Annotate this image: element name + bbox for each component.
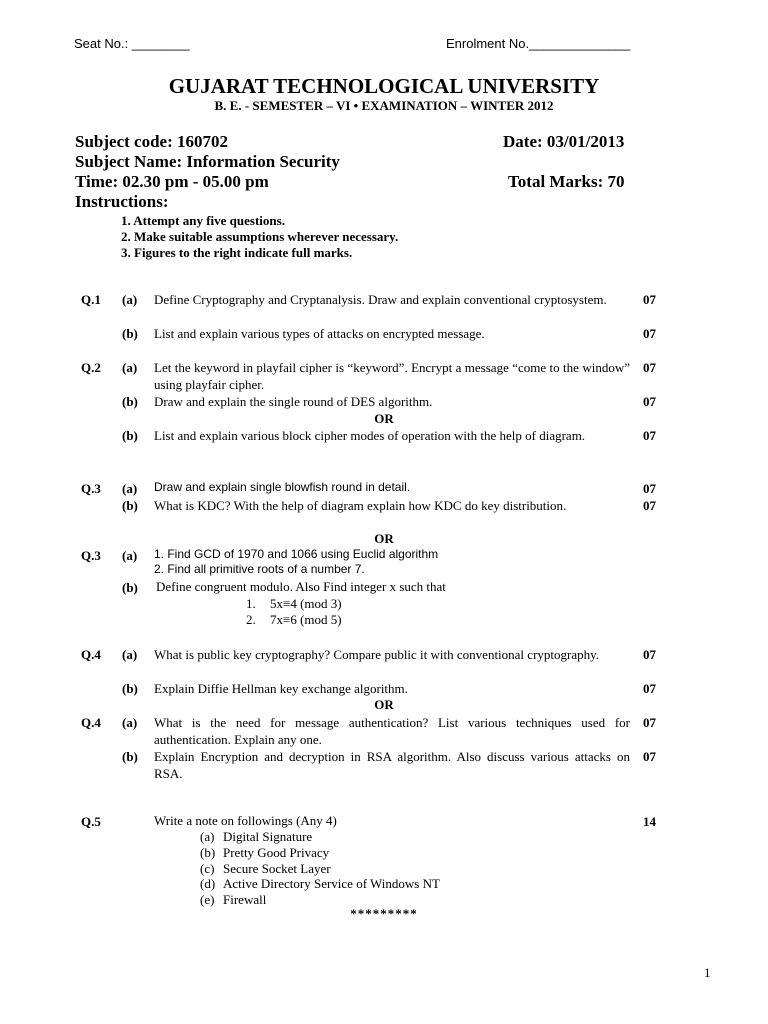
marks: 07 [643,360,656,375]
marks: 14 [643,814,656,829]
marks: 07 [643,292,656,307]
university-title: GUJARAT TECHNOLOGICAL UNIVERSITY [168,74,600,98]
part-label: (a) [122,292,138,307]
question-text: 1. Find GCD of 1970 and 1066 using Euclid algorithm [154,547,439,561]
question-text: Draw and explain single blowfish round in detail. [154,480,411,494]
part-label: (b) [122,394,138,409]
note-item-label: (b) [200,845,216,860]
sub-item-number: 2. [246,612,256,627]
instruction-1: 1. Attempt any five questions. [121,213,285,228]
note-item-label: (d) [200,876,216,891]
exam-date: Date: 03/01/2013 [503,132,625,151]
question-text: Write a note on followings (Any 4) [154,813,337,828]
note-item-text: Active Directory Service of Windows NT [223,876,440,891]
question-number: Q.5 [81,814,101,829]
part-label: (a) [122,715,138,730]
question-text: Explain Diffie Hellman key exchange algorithm. [154,681,408,696]
note-item-label: (e) [200,892,215,907]
question-number: Q.1 [81,292,101,307]
page-number: 1 [704,965,711,980]
question-text: List and explain various block cipher modes of operation with the help of diagram. [154,428,586,443]
question-text: Define congruent modulo. Also Find integer x such that [156,579,446,594]
part-label: (a) [122,481,138,496]
part-label: (b) [122,749,138,764]
question-text: Draw and explain the single round of DES algorithm. [154,394,433,409]
or-separator: OR [374,411,394,426]
total-marks: Total Marks: 70 [508,172,625,191]
marks: 07 [643,498,656,513]
part-label: (b) [122,681,138,696]
part-label: (a) [122,360,138,375]
note-item-text: Pretty Good Privacy [223,845,330,860]
question-text: What is the need for message authentication? List various techniques used for authentication. Explain any one. [154,715,630,747]
note-item-label: (a) [200,829,215,844]
question-number: Q.2 [81,360,101,375]
part-label: (a) [122,647,138,662]
question-number: Q.3 [81,481,101,496]
sub-item-text: 5x≡4 (mod 3) [270,596,342,611]
subject-name: Subject Name: Information Security [75,152,340,171]
enrolment-number: Enrolment No.______________ [446,36,631,51]
exam-title: B. E. - SEMESTER – VI • EXAMINATION – WINTER 2012 [214,98,554,113]
marks: 07 [643,394,656,409]
part-label: (b) [122,428,138,443]
marks: 07 [643,715,656,730]
marks: 07 [643,647,656,662]
question-text: 2. Find all primitive roots of a number 7. [154,562,365,576]
instructions-heading: Instructions: [75,192,169,211]
question-number: Q.4 [81,647,101,662]
note-item-text: Secure Socket Layer [223,861,331,876]
question-text: Explain Encryption and decryption in RSA algorithm. Also discuss various attacks on RSA. [154,749,630,781]
question-text: List and explain various types of attacks on encrypted message. [154,326,485,341]
part-label: (b) [122,580,138,595]
marks: 07 [643,681,656,696]
part-label: (a) [122,548,138,563]
part-label: (b) [122,498,138,513]
sub-item-number: 1. [246,596,256,611]
marks: 07 [643,428,656,443]
instruction-2: 2. Make suitable assumptions wherever necessary. [121,229,399,244]
or-separator: OR [374,697,394,712]
marks: 07 [643,481,656,496]
seat-number: Seat No.: ________ [74,36,190,51]
instruction-3: 3. Figures to the right indicate full marks. [121,245,353,260]
part-label: (b) [122,326,138,341]
question-text: What is KDC? With the help of diagram explain how KDC do key distribution. [154,498,567,513]
question-text: Define Cryptography and Cryptanalysis. Draw and explain conventional cryptosystem. [154,292,607,307]
exam-time: Time: 02.30 pm - 05.00 pm [75,172,269,191]
question-text: Let the keyword in playfail cipher is “keyword”. Encrypt a message “come to the window” using playfair cipher. [154,360,630,392]
sub-item-text: 7x≡6 (mod 5) [270,612,342,627]
note-item-text: Digital Signature [223,829,313,844]
question-text: What is public key cryptography? Compare public it with conventional cryptography. [154,647,600,662]
question-number: Q.3 [81,548,101,563]
question-number: Q.4 [81,715,101,730]
or-separator: OR [374,531,394,546]
note-item-text: Firewall [223,892,267,907]
end-of-paper-stars: ********* [350,906,418,921]
note-item-label: (c) [200,861,215,876]
marks: 07 [643,326,656,341]
subject-code: Subject code: 160702 [75,132,228,151]
marks: 07 [643,749,656,764]
